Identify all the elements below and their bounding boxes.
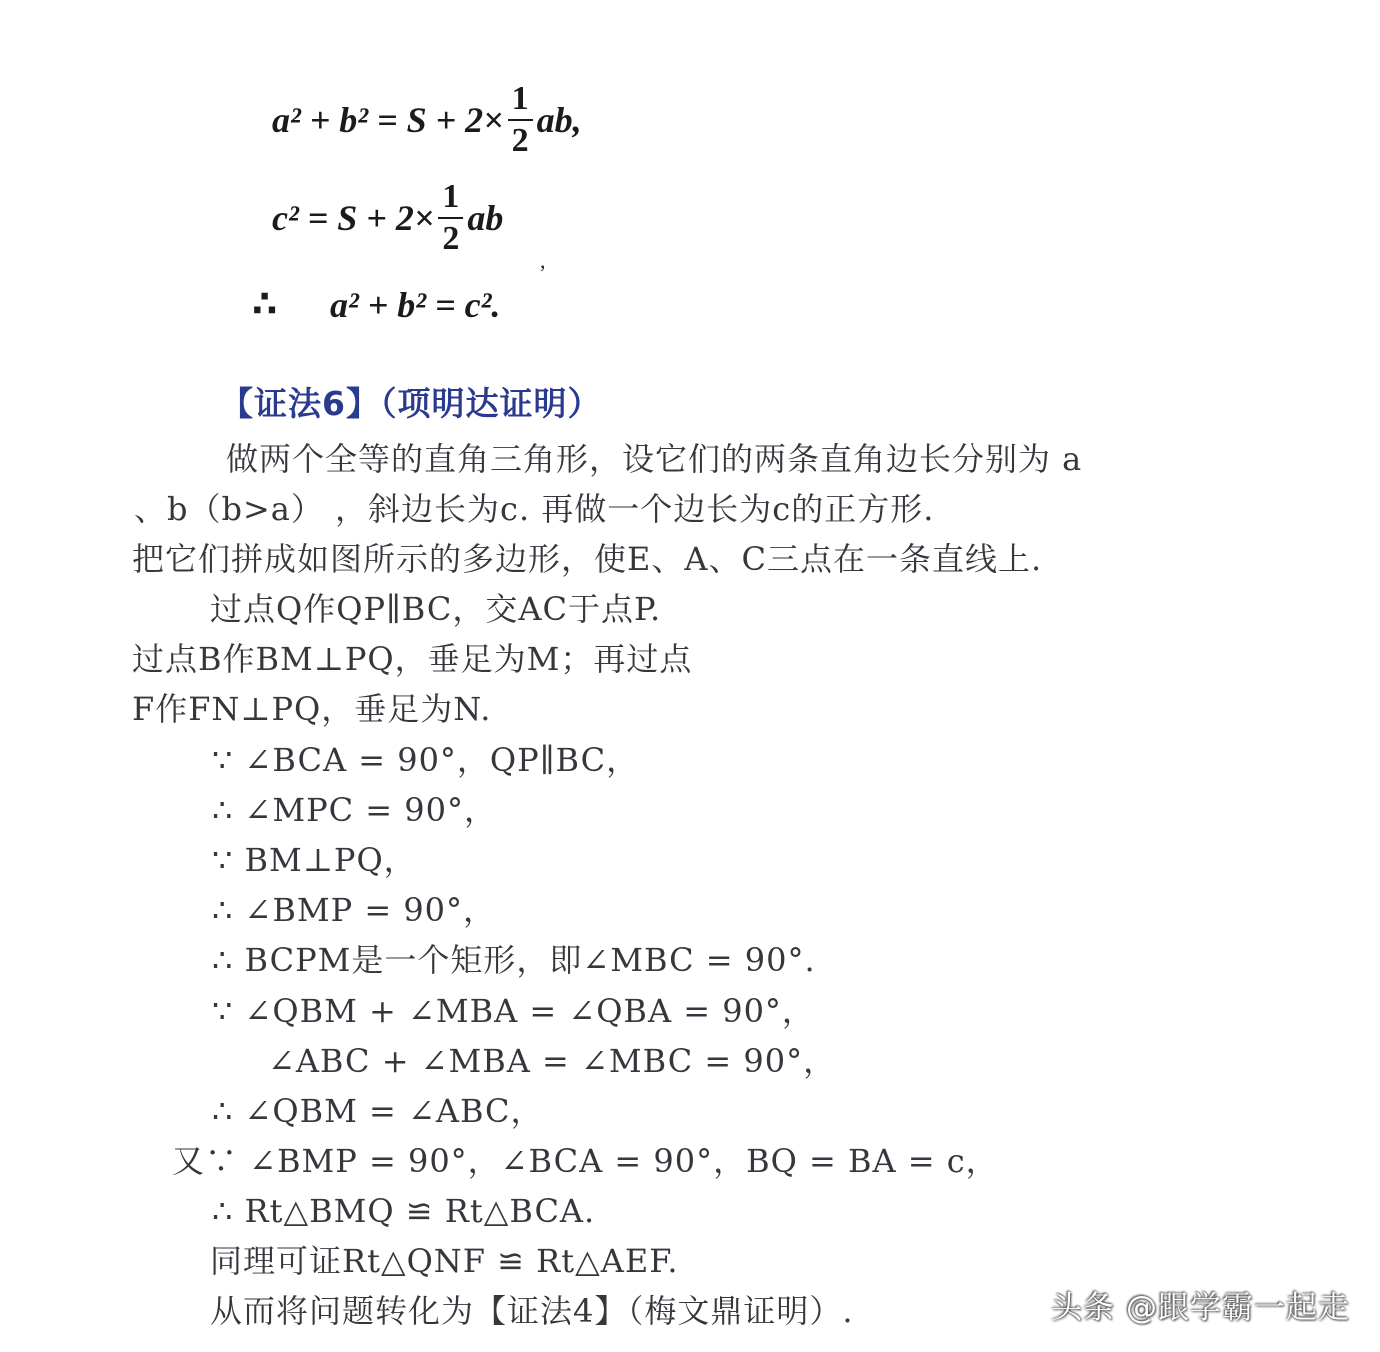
- proof-step: ∴ Rt△BMQ ≌ Rt△BCA.: [212, 1192, 596, 1230]
- formula-1-numerator: 1: [511, 80, 529, 117]
- proof-step: ∴ ∠BMP = 90°，: [212, 891, 497, 929]
- proof-step: ∴ BCPM是一个矩形，即∠MBC = 90°.: [212, 941, 816, 979]
- formula-1-lhs: a² + b² = S + 2×: [272, 100, 504, 140]
- formula-2-rhs: ab: [467, 198, 504, 238]
- formula-2-fraction: [438, 180, 463, 256]
- formula-1-denominator: 2: [508, 119, 533, 158]
- body-line: 过点Q作QP∥BC，交AC于点P.: [210, 590, 662, 628]
- proof-step: 又∵ ∠BMP = 90°，∠BCA = 90°，BQ = BA = c，: [172, 1142, 999, 1180]
- formula-line-1: [272, 82, 582, 158]
- formula-line-2: [272, 180, 503, 256]
- formula-2-numerator: 1: [442, 178, 460, 215]
- proof-step: 同理可证Rt△QNF ≌ Rt△AEF.: [210, 1242, 679, 1280]
- proof-step: ∵ ∠BCA = 90°，QP∥BC，: [212, 741, 640, 779]
- proof-step: 从而将问题转化为【证法4】（梅文鼎证明）.: [210, 1292, 854, 1330]
- formula-2-denominator: 2: [438, 217, 463, 256]
- formula-3-expr: a² + b² = c².: [330, 285, 501, 325]
- source-watermark: 头条 @跟学霸一起走: [1051, 1290, 1350, 1326]
- proof-step: ∵ ∠QBM + ∠MBA = ∠QBA = 90°，: [212, 992, 815, 1030]
- proof-step: ∠ABC + ∠MBA = ∠MBC = 90°，: [268, 1042, 837, 1080]
- proof-step: ∴ ∠QBM = ∠ABC，: [212, 1092, 544, 1130]
- formula-1-rhs: ab,: [536, 100, 582, 140]
- body-line: 把它们拼成如图所示的多边形，使E、A、C三点在一条直线上.: [132, 540, 1043, 578]
- therefore-icon: ∴: [252, 284, 278, 325]
- formula-line-3: [330, 284, 500, 326]
- body-line: F作FN⊥PQ，垂足为N.: [132, 690, 492, 728]
- body-line: 过点B作BM⊥PQ，垂足为M；再过点: [132, 640, 693, 678]
- proof-step: ∴ ∠MPC = 90°，: [212, 791, 498, 829]
- formula-2-trailing-comma: ,: [540, 248, 546, 273]
- body-line: 做两个全等的直角三角形，设它们的两条直角边长分别为 a: [226, 440, 1083, 478]
- formula-2-lhs: c² = S + 2×: [272, 198, 435, 238]
- body-line: 、b（b>a） ，斜边长为c. 再做一个边长为c的正方形.: [134, 490, 935, 528]
- formula-1-fraction: [508, 82, 533, 158]
- section-heading: 【证法6】（项明达证明）: [220, 384, 602, 423]
- proof-step: ∵ BM⊥PQ，: [212, 841, 417, 879]
